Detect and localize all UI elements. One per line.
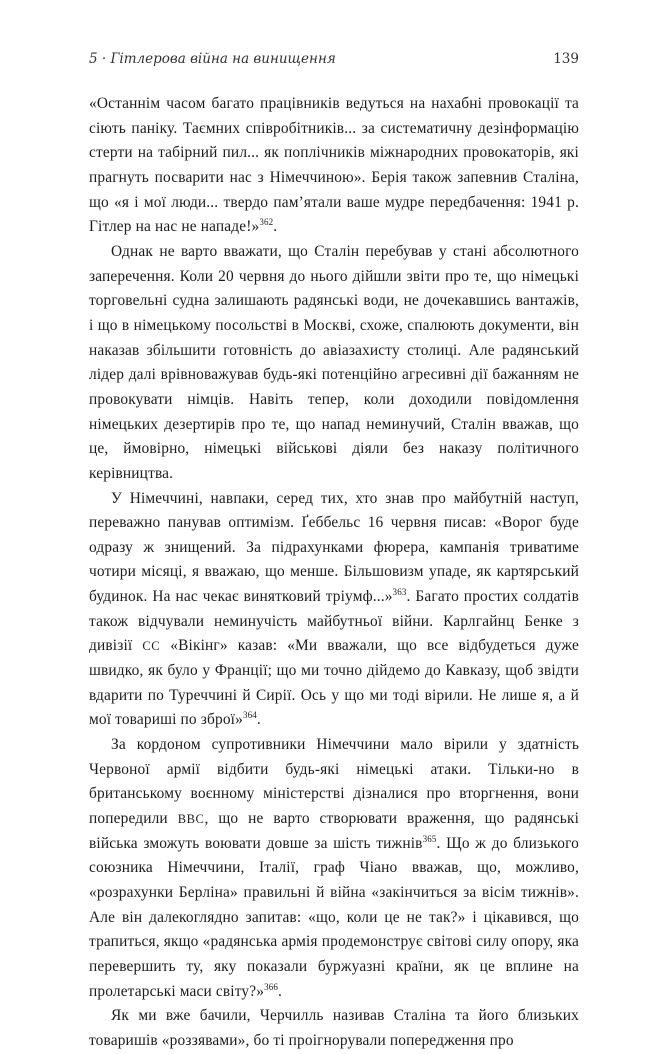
paragraph-text: . Багато простих солдатів також відчували неминучість майбутньої війни. Карлгайнц Бенке з дивізії <box>89 588 579 655</box>
running-head <box>89 51 579 71</box>
paragraph-text: . Що ж до близького союзника Німеччини, Італії, граф Чіано вважав, що, можливо, «розрахунки Берліна» правильні й війна «закінчиться за вісім тижнів». Але він далекоглядно запитав: «що, коли це не так?» і цікавився, що трапиться, якщо «радянська армія продемонструє світові силу опору, яка перевершить ту, яку показали буржуазні країни, як це вплине на пролетарські маси світу?» <box>89 834 579 1000</box>
page-number: 139 <box>553 51 579 67</box>
abbreviation: СС <box>142 639 161 654</box>
paragraph-text: Як ми вже бачили, Черчилль називав Сталіна та його близьких товаришів «роззявами», бо ті проігнорували попередження про <box>89 1007 579 1049</box>
footnote-ref: 364 <box>242 710 257 721</box>
paragraph-text: У Німеччині, навпаки, серед тих, хто знав про майбутній наступ, переважно панував оптимізм. Ґеббельс 16 червня писав: «Ворог буде одразу ж знищений. За підрахунками фюрера, кампанія триватиме чотири місяці, я вважаю, що менше. Більшовизм упаде, як картярський будинок. На нас чекає винятковий тріумф...» <box>89 489 579 606</box>
body-text <box>89 92 579 1054</box>
paragraph-text: . <box>278 982 283 1000</box>
paragraph-text: . <box>273 218 278 236</box>
chapter-title: 5 · Гітлерова війна на винищення <box>89 51 336 67</box>
paragraph-text: , що не варто створювати враження, що радянські війська зможуть воювати довше за шість тижнів <box>89 810 579 852</box>
paragraph-3 <box>89 487 579 734</box>
paragraph-5 <box>89 1004 579 1053</box>
footnote-ref: 363 <box>392 587 407 597</box>
paragraph-text: За кордоном супротивники Німеччини мало вірили у здатність Червоної армії відбити будь-які німецькі атаки. Тільки-но в британському воєнному міністерстві дізналися про вторгнення, вони попередили <box>89 736 579 828</box>
paragraph-4 <box>89 733 579 1004</box>
footnote-ref: 366 <box>264 981 279 992</box>
paragraph-1 <box>89 92 579 240</box>
paragraph-text: . <box>256 711 261 729</box>
paragraph-text: «Останнім часом багато працівників ведуться на нахабні провокації та сіють паніку. Таємних співробітників... за систематичну дезінформацію стерти на табірний пил... як поплічників міжнародних провокаторів, які прагнуть посварити нас з Німеччиною». Берія також запевнив Сталіна, що «я і мої люди... твердо пам’ятали ваше мудре передбачення: 1941 р. Гітлер на нас не нападе!» <box>89 95 579 236</box>
paragraph-text: Однак не варто вважати, що Сталін перебував у стані абсолютного заперечення. Коли 20 червня до нього дійшли звіти про те, що німецькі торговельні судна залишають радянські води, не дочекавшись вантажів, і що в німецькому посольстві в Москві, схоже, спалюють документи, він наказав збільшити готовність до авіазахисту столиці. Але радянський лідер далі врівноважував будь-які потенційно агресивні дії бажанням не провокувати німців. Навіть тепер, коли доходили повідомлення німецьких дезертирів про те, що напад неминучий, Сталін вважав, що це, ймовірно, німецькі військові діяли без наказу політичного керівництва. <box>89 242 579 482</box>
paragraph-2 <box>89 240 579 487</box>
footnote-ref: 365 <box>422 833 437 844</box>
footnote-ref: 362 <box>259 217 274 228</box>
paragraph-text: «Вікінг» казав: «Ми вважали, що все відбудеться дуже швидко, як було у Франції; що ми точно дійдемо до Кавказу, щоб звідти вдарити по Туреччині й Сирії. Ось у що ми тоді вірили. Не лише я, а й мої товариші по зброї» <box>89 637 579 729</box>
abbreviation: BBC <box>177 812 205 827</box>
